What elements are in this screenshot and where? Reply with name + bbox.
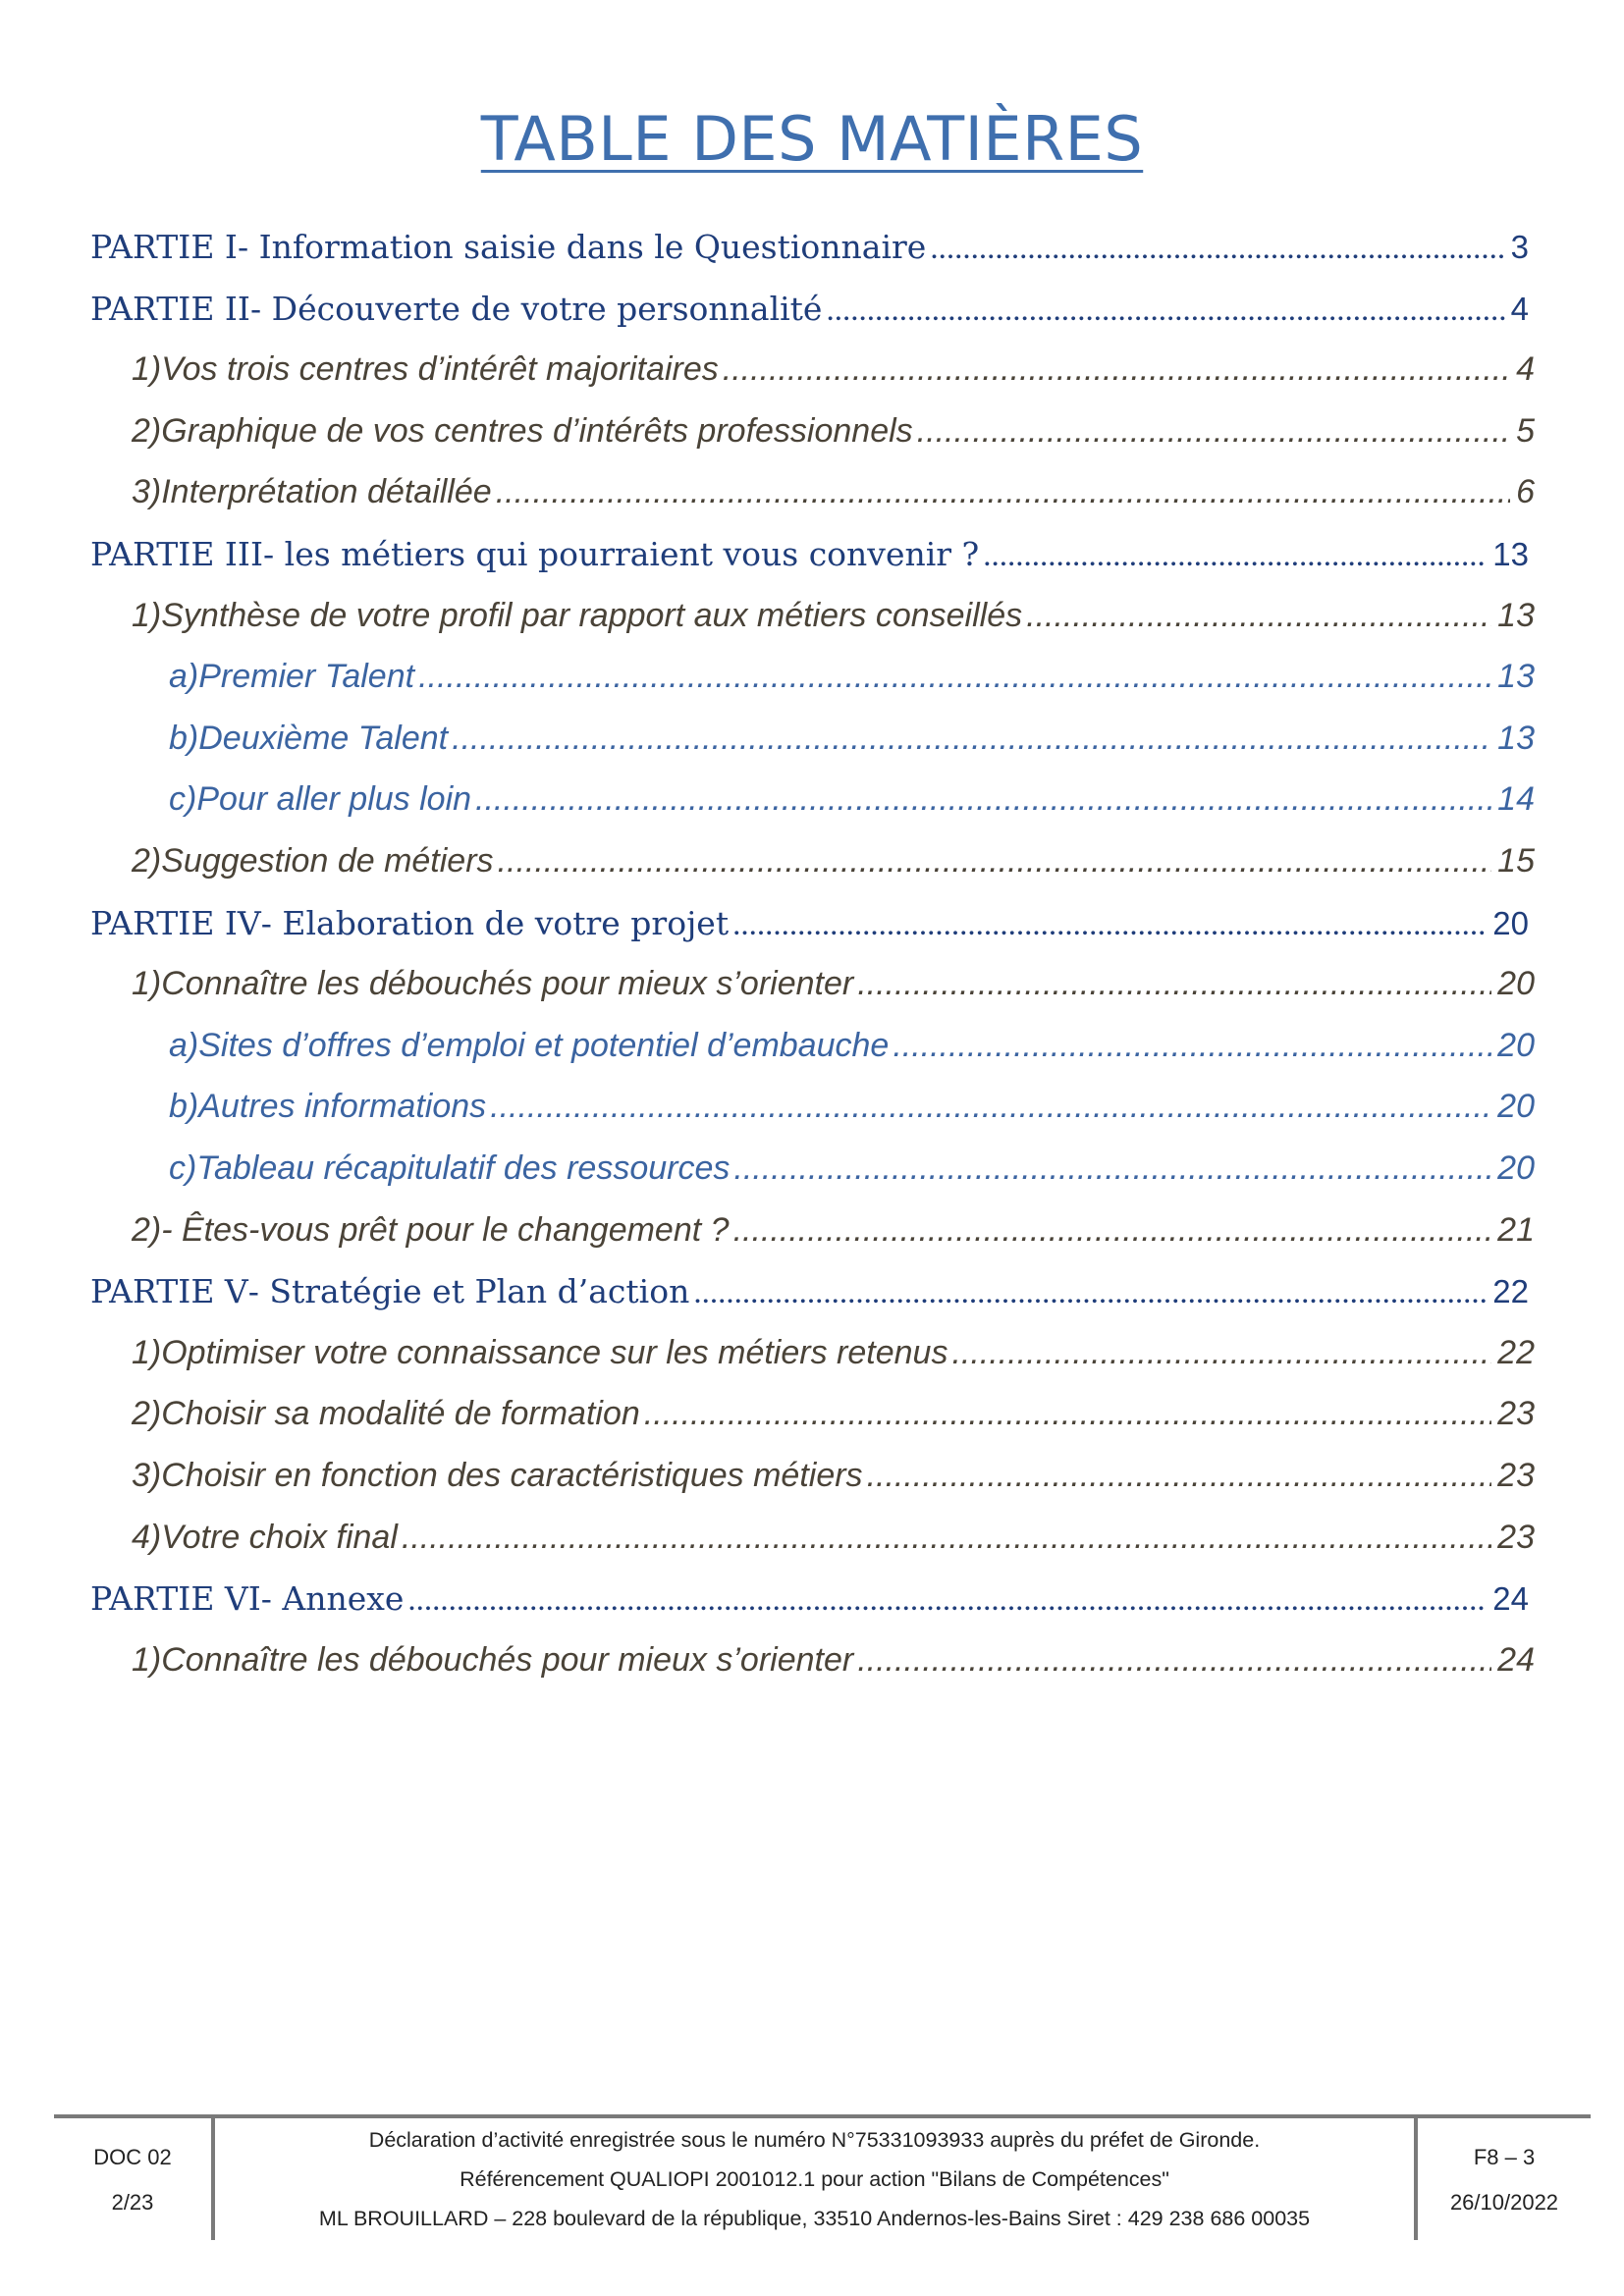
toc-entry-number: 2) [132, 1210, 162, 1249]
toc-entry-number: 4) [132, 1518, 162, 1556]
toc-entry[interactable] [132, 1334, 1535, 1383]
toc-entry-label: - Découverte de votre personnalité [249, 289, 823, 328]
toc-entry-page: 13 [1497, 719, 1535, 757]
toc-entry-number: b) [169, 719, 199, 757]
toc-dot-leader [930, 231, 1504, 267]
footer-declaration: Déclaration d’activité enregistrée sous le numéro N°75331093933 auprès du préfet de Gironde. [368, 2128, 1261, 2152]
toc-dot-leader [693, 1275, 1487, 1311]
toc-entry-label: Tableau récapitulatif des ressources [196, 1149, 731, 1187]
footer-address: ML BROUILLARD – 228 boulevard de la république, 33510 Andernos-les-Bains Siret : 429 238 686 00035 [318, 2207, 1311, 2230]
toc-entry[interactable] [169, 780, 1535, 829]
toc-dot-leader [867, 1457, 1492, 1495]
toc-entry-number: 3) [132, 1457, 162, 1494]
toc-entry-label: Interprétation détaillée [161, 473, 492, 511]
toc-dot-leader [917, 412, 1510, 451]
toc-entry[interactable] [132, 1641, 1535, 1690]
page-footer [54, 2114, 1591, 2242]
toc-entry-label: - les métiers qui pourraient vous convenir ? [263, 535, 980, 573]
toc-entry-page: 22 [1492, 1273, 1529, 1310]
toc-entry-label: Deuxième Talent [198, 719, 449, 757]
toc-entry-number: PARTIE VI [90, 1579, 261, 1619]
footer-divider [54, 2114, 1591, 2118]
toc-entry-page: 20 [1497, 1149, 1535, 1187]
toc-entry[interactable] [169, 1088, 1535, 1137]
toc-dot-leader [723, 350, 1510, 389]
toc-entry-number: 1) [132, 596, 162, 634]
toc-dot-leader [857, 1641, 1491, 1680]
toc-entry[interactable] [169, 658, 1535, 707]
toc-entry-number: 1) [132, 965, 162, 1003]
toc-entry[interactable] [90, 228, 1529, 277]
toc-entry-page: 23 [1497, 1395, 1535, 1433]
revision-date: 26/10/2022 [1449, 2190, 1559, 2215]
footer-legal-cell [215, 2120, 1414, 2238]
toc-entry[interactable] [132, 1211, 1535, 1260]
toc-dot-leader [498, 842, 1492, 881]
toc-entry-label: Graphique de vos centres d’intérêts professionnels [161, 411, 913, 450]
toc-entry-page: 4 [1510, 290, 1529, 327]
toc-entry[interactable] [132, 1519, 1535, 1568]
toc-entry[interactable] [90, 1579, 1529, 1629]
toc-entry[interactable] [132, 965, 1535, 1014]
toc-entry-number: 3) [132, 473, 162, 511]
toc-entry-label: - Information saisie dans le Questionnaire [237, 228, 927, 266]
footer-qualiopi: Référencement QUALIOPI 2001012.1 pour action "Bilans de Compétences" [460, 2167, 1169, 2191]
toc-dot-leader [733, 1149, 1491, 1188]
toc-entry-page: 24 [1497, 1640, 1535, 1679]
toc-dot-leader [826, 293, 1504, 329]
toc-entry[interactable] [132, 1395, 1535, 1444]
toc-entry[interactable] [132, 842, 1535, 891]
toc-entry-page: 20 [1497, 1088, 1535, 1126]
toc-entry-label: Sites d’offres d’emploi et potentiel d’embauche [198, 1026, 890, 1064]
toc-dot-leader [407, 1582, 1487, 1619]
toc-entry-page: 13 [1497, 596, 1535, 634]
form-reference: F8 – 3 [1473, 2145, 1536, 2169]
toc-entry-page: 6 [1516, 473, 1535, 511]
toc-dot-leader [1026, 597, 1491, 635]
toc-entry-label: Pour aller plus loin [196, 780, 472, 819]
toc-entry-page: 24 [1492, 1580, 1529, 1618]
footer-doc-cell [54, 2138, 211, 2222]
toc-entry-number: a) [169, 1026, 199, 1064]
toc-dot-leader [475, 780, 1491, 819]
toc-entry-number: PARTIE III [90, 535, 264, 573]
toc-entry-number: a) [169, 658, 199, 696]
toc-entry-label: Votre choix final [161, 1518, 398, 1556]
toc-entry-page: 23 [1497, 1457, 1535, 1494]
toc-entry-label: - Stratégie et Plan d’action [247, 1272, 690, 1311]
page-count: 2/23 [111, 2190, 154, 2215]
toc-entry-label: Premier Talent [198, 658, 415, 696]
toc-entry-label: - Elaboration de votre projet [260, 903, 730, 942]
toc-entry[interactable] [90, 1272, 1529, 1321]
toc-entry-label: Choisir sa modalité de formation [161, 1395, 640, 1433]
toc-dot-leader [893, 1027, 1491, 1065]
toc-entry-number: 1) [132, 1640, 162, 1679]
toc-entry-page: 20 [1492, 904, 1529, 941]
toc-entry-number: PARTIE V [90, 1272, 248, 1311]
toc-entry[interactable] [169, 720, 1535, 769]
toc-entry-label: Optimiser votre connaissance sur les métiers retenus [161, 1333, 948, 1371]
toc-entry-label: Connaître les débouchés pour mieux s’orienter [161, 1640, 854, 1679]
toc-entry-label: - Annexe [260, 1579, 405, 1619]
toc-entry-number: 1) [132, 1333, 162, 1371]
toc-entry-number: 2) [132, 1395, 162, 1433]
toc-dot-leader [983, 538, 1487, 574]
toc-entry-number: PARTIE IV [90, 903, 261, 942]
toc-entry-page: 14 [1497, 780, 1535, 819]
toc-entry-label: Connaître les débouchés pour mieux s’orienter [161, 965, 854, 1003]
toc-entry[interactable] [90, 535, 1529, 584]
toc-entry-label: Suggestion de métiers [161, 842, 494, 880]
toc-dot-leader [732, 907, 1487, 943]
toc-entry[interactable] [132, 1457, 1535, 1506]
toc-dot-leader [951, 1334, 1491, 1372]
toc-entry-label: - Êtes-vous prêt pour le changement ? [161, 1210, 730, 1249]
toc-dot-leader [496, 473, 1510, 511]
toc-entry-page: 22 [1497, 1333, 1535, 1371]
toc-entry-label: Autres informations [198, 1088, 487, 1126]
footer-form-cell [1418, 2138, 1591, 2222]
toc-entry-page: 3 [1510, 229, 1529, 265]
toc-entry[interactable] [132, 412, 1535, 461]
toc-entry-number: PARTIE I [90, 228, 238, 266]
toc-entry[interactable] [90, 904, 1529, 953]
toc-entry[interactable] [132, 473, 1535, 522]
toc-entry-number: c) [169, 780, 197, 819]
toc-entry-label: Vos trois centres d’intérêt majoritaires [161, 350, 719, 389]
toc-entry-page: 20 [1497, 1026, 1535, 1064]
doc-reference: DOC 02 [93, 2145, 172, 2169]
toc-entry[interactable] [132, 597, 1535, 646]
toc-entry-number: 2) [132, 411, 162, 450]
toc-dot-leader [644, 1395, 1491, 1433]
toc-dot-leader [733, 1211, 1492, 1250]
toc-entry-page: 13 [1492, 536, 1529, 572]
toc-entry-page: 5 [1516, 411, 1535, 450]
toc-dot-leader [452, 720, 1491, 758]
toc-entry-number: PARTIE II [90, 289, 250, 328]
toc-entry-label: Choisir en fonction des caractéristiques métiers [161, 1457, 863, 1494]
toc-entry[interactable] [132, 350, 1535, 400]
toc-entry-page: 21 [1497, 1210, 1535, 1249]
toc-dot-leader [418, 658, 1491, 696]
toc-entry-page: 15 [1497, 842, 1535, 880]
toc-entry-page: 4 [1516, 350, 1535, 389]
toc-entry-number: b) [169, 1088, 199, 1126]
toc-entry-page: 23 [1497, 1518, 1535, 1556]
toc-entry-number: 2) [132, 842, 162, 880]
toc-entry-page: 13 [1497, 658, 1535, 696]
page-title: TABLE DES MATIÈRES [480, 103, 1144, 175]
toc-entry-number: c) [169, 1149, 197, 1187]
toc-entry-number: 1) [132, 350, 162, 389]
toc-entry[interactable] [90, 290, 1529, 339]
toc-entry-label: Synthèse de votre profil par rapport aux métiers conseillés [161, 596, 1023, 634]
toc-dot-leader [857, 965, 1491, 1003]
toc-dot-leader [402, 1519, 1491, 1557]
toc-dot-leader [490, 1088, 1491, 1126]
toc-entry-page: 20 [1497, 965, 1535, 1003]
toc-entry[interactable] [169, 1027, 1535, 1076]
toc-entry[interactable] [169, 1149, 1535, 1199]
